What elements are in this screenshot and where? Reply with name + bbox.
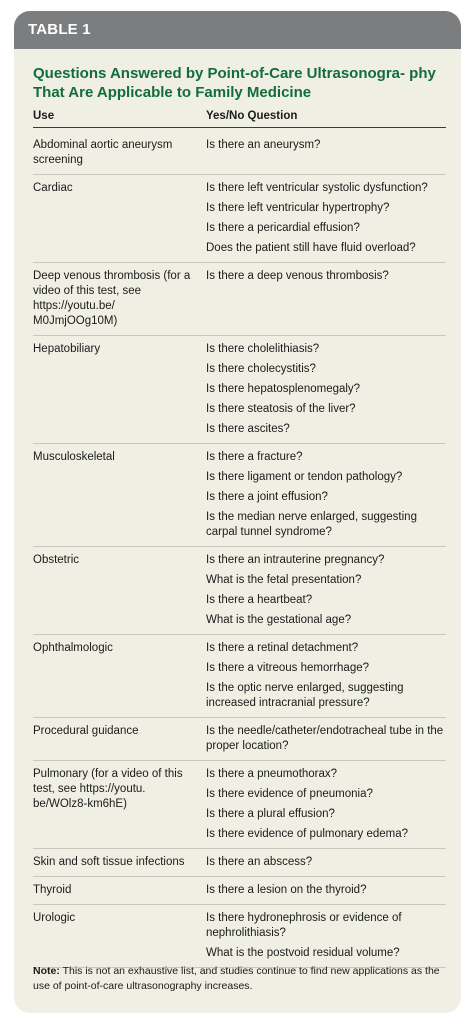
note-text: This is not an exhaustive list, and studies continue to find new applications as the use of point-of-care ultrasonography increases. — [33, 965, 440, 992]
table-row — [33, 877, 446, 905]
question-cell — [206, 877, 446, 904]
column-header-use: Use — [33, 110, 55, 122]
table-card — [14, 11, 461, 1013]
column-header-question: Yes/No Question — [206, 110, 298, 122]
question-item: Is there a plural effusion? — [206, 808, 335, 820]
question-item: Is there a lesion on the thyroid? — [206, 884, 367, 896]
table-label: TABLE 1 — [14, 11, 461, 49]
table-row — [33, 263, 446, 336]
question-cell — [206, 263, 446, 290]
question-item: Is there a fracture? — [206, 451, 303, 463]
question-item: Is there hepatosplenomegaly? — [206, 383, 361, 395]
table-row — [33, 635, 446, 718]
table-note — [33, 964, 447, 994]
question-item: Is there ascites? — [206, 423, 290, 435]
use-cell: Cardiac — [33, 182, 73, 194]
table-row — [33, 175, 446, 263]
question-item: Is there a deep venous thrombosis? — [206, 270, 389, 282]
table-row — [33, 132, 446, 175]
question-item: Is there cholecystitis? — [206, 363, 316, 375]
question-cell — [206, 635, 446, 717]
question-item: Is there an aneurysm? — [206, 139, 321, 151]
question-item: Is there steatosis of the liver? — [206, 403, 356, 415]
question-item: What is the postvoid residual volume? — [206, 947, 400, 959]
question-item: Is there evidence of pulmonary edema? — [206, 828, 409, 840]
question-cell — [206, 849, 446, 876]
table-row — [33, 761, 446, 849]
table-row — [33, 718, 446, 761]
question-item: Is there an intrauterine pregnancy? — [206, 554, 385, 566]
use-cell: Thyroid — [33, 884, 72, 896]
question-cell — [206, 175, 446, 262]
question-item: Is the needle/catheter/endotracheal tube in the proper location? — [206, 725, 444, 752]
table-row — [33, 444, 446, 547]
table-title: Questions Answered by Point-of-Care Ultrasonogra- phy That Are Applicable to Family Medicine — [33, 65, 436, 101]
question-cell — [206, 547, 446, 634]
question-item: Does the patient still have fluid overload? — [206, 242, 416, 254]
question-item: Is there ligament or tendon pathology? — [206, 471, 403, 483]
table-body — [33, 132, 446, 968]
table-row — [33, 905, 446, 968]
question-item: Is there cholelithiasis? — [206, 343, 320, 355]
question-item: Is there evidence of pneumonia? — [206, 788, 373, 800]
question-cell — [206, 336, 446, 443]
question-item: What is the gestational age? — [206, 614, 352, 626]
question-item: Is there hydronephrosis or evidence of nephrolithiasis? — [206, 912, 402, 939]
use-cell: Hepatobiliary — [33, 343, 101, 355]
question-item: Is there left ventricular systolic dysfunction? — [206, 182, 428, 194]
question-item: Is the median nerve enlarged, suggesting carpal tunnel syndrome? — [206, 511, 417, 538]
question-cell — [206, 905, 446, 967]
use-cell: Skin and soft tissue infections — [33, 856, 185, 868]
question-cell — [206, 132, 446, 159]
note-label: Note: — [33, 965, 60, 977]
question-item: Is there a pericardial effusion? — [206, 222, 360, 234]
question-cell — [206, 718, 446, 760]
question-item: Is there a retinal detachment? — [206, 642, 359, 654]
question-item: Is there a joint effusion? — [206, 491, 328, 503]
use-cell: Deep venous thrombosis (for a video of this test, see https://youtu.be/ M0JmjOOg10M) — [33, 270, 191, 327]
use-cell: Pulmonary (for a video of this test, see https://youtu. be/WOlz8-km6hE) — [33, 768, 183, 810]
table-header — [33, 108, 446, 128]
question-cell — [206, 761, 446, 848]
table-row — [33, 336, 446, 444]
use-cell: Procedural guidance — [33, 725, 139, 737]
use-cell: Abdominal aortic aneurysm screening — [33, 139, 173, 166]
table-row — [33, 849, 446, 877]
question-item: Is there a pneumothorax? — [206, 768, 338, 780]
question-item: Is there an abscess? — [206, 856, 313, 868]
question-cell — [206, 444, 446, 546]
use-cell: Musculoskeletal — [33, 451, 115, 463]
use-cell: Urologic — [33, 912, 76, 924]
question-item: Is there left ventricular hypertrophy? — [206, 202, 390, 214]
question-item: Is the optic nerve enlarged, suggesting increased intracranial pressure? — [206, 682, 404, 709]
table-row — [33, 547, 446, 635]
question-item: What is the fetal presentation? — [206, 574, 362, 586]
use-cell: Obstetric — [33, 554, 80, 566]
use-cell: Ophthalmologic — [33, 642, 113, 654]
question-item: Is there a heartbeat? — [206, 594, 313, 606]
question-item: Is there a vitreous hemorrhage? — [206, 662, 370, 674]
